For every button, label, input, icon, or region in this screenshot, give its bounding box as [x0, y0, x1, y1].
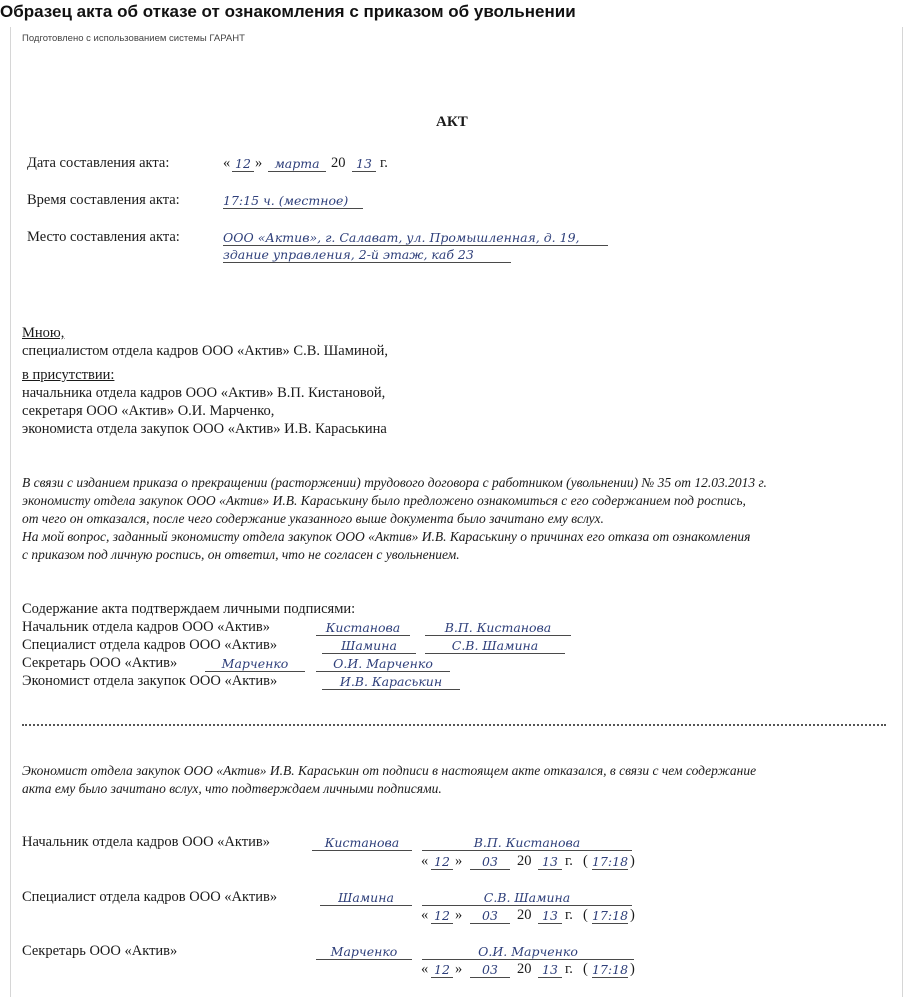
place-line-1: ООО «Актив», г. Салават, ул. Промышленная, д. 19, [223, 230, 608, 246]
paren-open: ( [583, 907, 588, 923]
final-date-year: 13 [538, 962, 562, 978]
quote-close: » [455, 961, 463, 977]
quote-close: » [455, 907, 463, 923]
date-month-value: марта [268, 156, 326, 172]
final-signature-name: В.П. Кистанова [422, 835, 632, 851]
final-time: 17:18 [592, 962, 629, 977]
place-line-2: здание управления, 2-й этаж, каб 23 [223, 247, 511, 263]
signature-role: Экономист отдела закупок ООО «Актив» [22, 673, 278, 689]
final-signature-role: Начальник отдела кадров ООО «Актив» [22, 834, 270, 850]
final-signature-mark: Шамина [320, 890, 412, 906]
final-date-year-prefix: 20 [517, 853, 532, 869]
paren-close: ) [630, 907, 635, 923]
paren-close: ) [630, 961, 635, 977]
signature-role: Специалист отдела кадров ООО «Актив» [22, 637, 278, 653]
refusal-line: Экономист отдела закупок ООО «Актив» И.В. Караськин от подписи в настоящем акте отказался, в связи с чем содержание [22, 763, 757, 778]
body-line: На мой вопрос, заданный экономисту отдела закупок ООО «Актив» И.В. Караськину о причинах его отказа от ознакомления [22, 529, 751, 544]
final-time: 17:18 [592, 854, 629, 869]
date-year-value: 13 [352, 156, 376, 172]
by-label: Мною, [22, 325, 65, 341]
final-date-year-suffix: г. [565, 853, 573, 869]
final-date-year-prefix: 20 [517, 961, 532, 977]
signature-role: Начальник отдела кадров ООО «Актив» [22, 619, 270, 635]
refusal-line: акта ему было зачитано вслух, что подтверждаем личными подписями. [22, 781, 442, 796]
page-title: Образец акта об отказе от ознакомления с приказом об увольнении [0, 2, 576, 21]
body-line: В связи с изданием приказа о прекращении (расторжении) трудового договора с работником (увольнении) № 35 от 12.03.2013 г. [22, 475, 767, 490]
paren-open: ( [583, 961, 588, 977]
final-signature-mark: Марченко [316, 944, 412, 960]
final-signature-role: Специалист отдела кадров ООО «Актив» [22, 889, 278, 905]
quote-open: « [421, 907, 429, 923]
by-person: специалистом отдела кадров ООО «Актив» С.В. Шаминой, [22, 343, 389, 359]
quote-close: » [255, 155, 263, 171]
signature-name: В.П. Кистанова [425, 620, 571, 636]
cut-line [22, 724, 886, 726]
date-year-suffix: г. [380, 155, 388, 171]
act-heading: АКТ [436, 114, 468, 130]
time-label: Время составления акта: [27, 192, 180, 208]
final-date-month: 03 [470, 962, 510, 978]
final-date-month: 03 [470, 854, 510, 870]
final-date-day: 12 [431, 962, 453, 978]
body-line: экономисту отдела закупок ООО «Актив» И.В. Караськину было предложено ознакомиться с его содержанием под роспись, [22, 493, 746, 508]
date-day-value: 12 [232, 156, 254, 172]
presence-item: начальника отдела кадров ООО «Актив» В.П. Кистановой, [22, 385, 386, 401]
place-label: Место составления акта: [27, 229, 180, 245]
garant-note: Подготовлено с использованием системы ГАРАНТ [22, 33, 245, 44]
final-date-year-suffix: г. [565, 961, 573, 977]
paren-close: ) [630, 853, 635, 869]
quote-close: » [455, 853, 463, 869]
final-time: 17:18 [592, 908, 629, 923]
signature-mark: Кистанова [316, 620, 410, 636]
final-signature-name: С.В. Шамина [422, 890, 632, 906]
quote-open: « [223, 155, 231, 171]
final-date-day: 12 [431, 908, 453, 924]
time-value: 17:15 ч. (местное) [223, 193, 363, 209]
body-line: от чего он отказался, после чего содержание указанного выше документа было зачитано ему вслух. [22, 511, 604, 526]
date-label: Дата составления акта: [27, 155, 170, 171]
presence-label: в присутствии: [22, 367, 115, 383]
presence-item: секретаря ООО «Актив» О.И. Марченко, [22, 403, 275, 419]
body-line: с приказом под личную роспись, он ответил, что не согласен с увольнением. [22, 547, 460, 562]
final-date-year: 13 [538, 854, 562, 870]
final-signature-mark: Кистанова [312, 835, 412, 851]
presence-item: экономиста отдела закупок ООО «Актив» И.В. Караськина [22, 421, 387, 437]
paren-open: ( [583, 853, 588, 869]
quote-open: « [421, 961, 429, 977]
signature-mark: Марченко [205, 656, 305, 672]
final-date-year: 13 [538, 908, 562, 924]
final-signature-name: О.И. Марченко [422, 944, 634, 960]
signature-name: О.И. Марченко [316, 656, 450, 672]
date-year-prefix: 20 [331, 155, 346, 171]
final-date-month: 03 [470, 908, 510, 924]
final-date-year-suffix: г. [565, 907, 573, 923]
confirm-heading: Содержание акта подтверждаем личными подписями: [22, 601, 356, 617]
signature-mark: Шамина [322, 638, 416, 654]
quote-open: « [421, 853, 429, 869]
signature-mark: И.В. Караськин [322, 674, 460, 690]
signature-name: С.В. Шамина [425, 638, 565, 654]
signature-role: Секретарь ООО «Актив» [22, 655, 178, 671]
final-date-year-prefix: 20 [517, 907, 532, 923]
final-signature-role: Секретарь ООО «Актив» [22, 943, 178, 959]
final-date-day: 12 [431, 854, 453, 870]
